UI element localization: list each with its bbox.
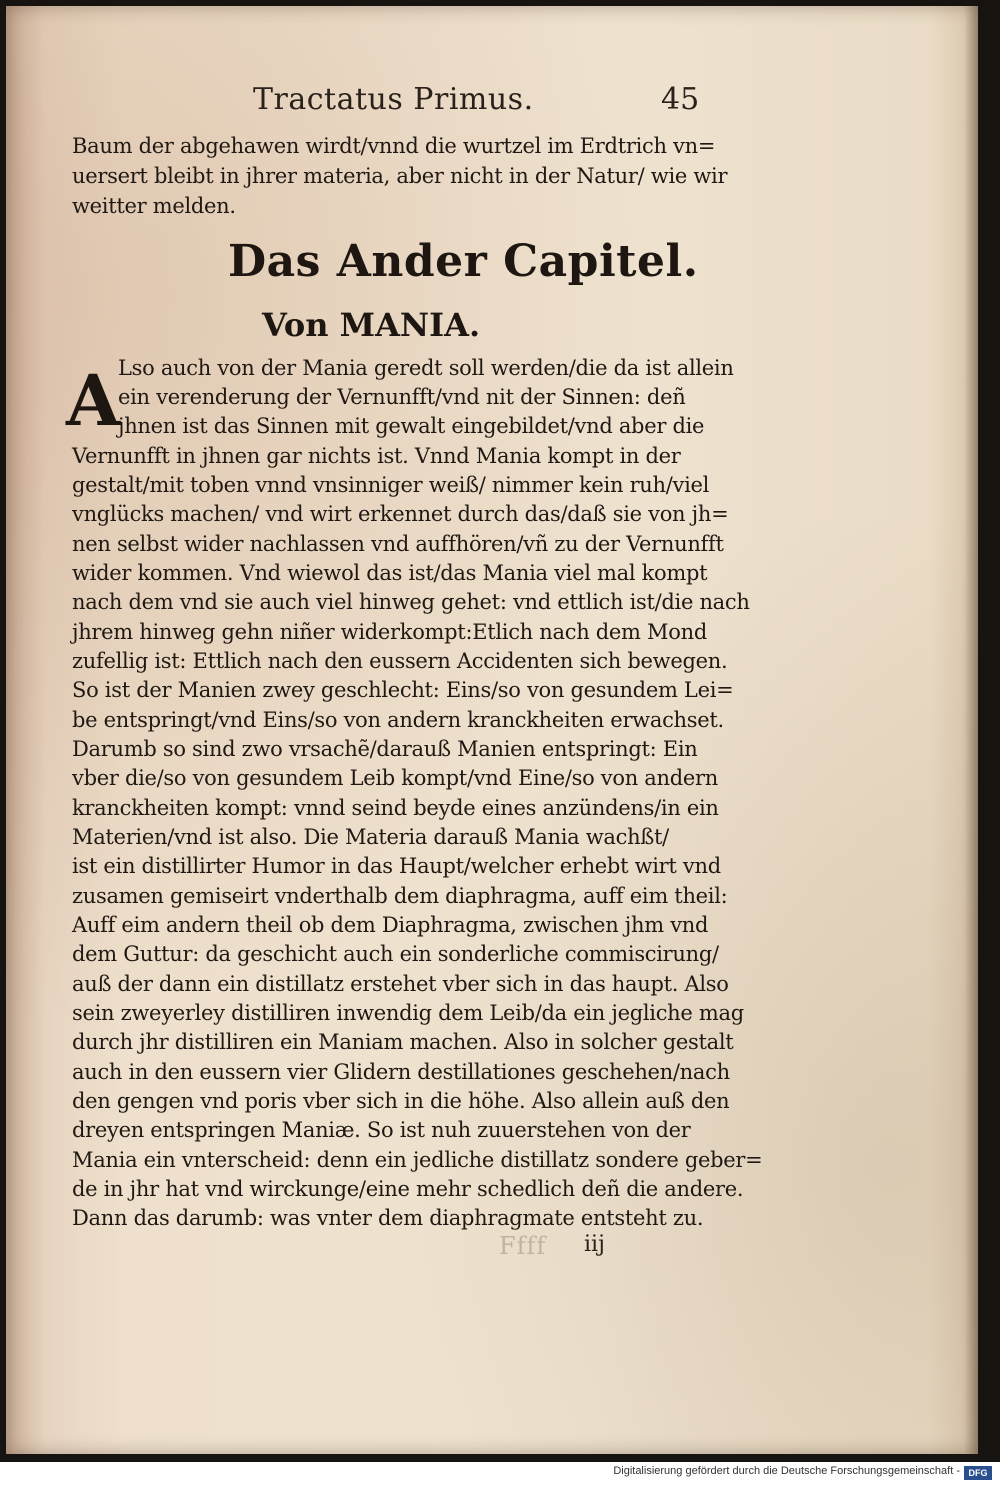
funding-notice: Digitalisierung gefördert durch die Deutsche Forschungsgemeinschaft - [613, 1465, 960, 1477]
page-number: 45 [661, 82, 700, 117]
body-line: dem Guttur: da geschicht auch ein sonderliche commiscirung/ [72, 942, 719, 966]
body-line: So ist der Manien zwey geschlecht: Eins/so von gesundem Lei= [72, 678, 734, 702]
body-line: auß der dann ein distillatz erstehet vber sich in das haupt. Also [72, 972, 729, 996]
body-line: Materien/vnd ist also. Die Materia darauß Mania wachßt/ [72, 825, 669, 849]
body-line: zufellig ist: Ettlich nach den eussern Accidenten sich bewegen. [72, 649, 728, 673]
decorated-initial: A [66, 359, 121, 442]
body-line: ein verenderung der Vernunfft/vnd nit der Sinnen: deñ [118, 385, 686, 409]
footer-bar [0, 1462, 1000, 1485]
body-line: vber die/so von gesundem Leib kompt/vnd Eine/so von andern [72, 766, 718, 790]
body-line: durch jhr distilliren ein Maniam machen. Also in solcher gestalt [72, 1030, 734, 1054]
body-line: den gengen vnd poris vber sich in die höhe. Also allein auß den [72, 1089, 730, 1113]
dfg-logo-icon: DFG [964, 1466, 992, 1480]
intro-line: Baum der abgehawen wirdt/vnnd die wurtzel im Erdtrich vn= [72, 134, 716, 158]
signature-number: iij [584, 1232, 605, 1257]
body-line: dreyen entspringen Maniæ. So ist nuh zuuerstehen von der [72, 1118, 691, 1142]
body-line: be entspringt/vnd Eins/so von andern kranckheiten erwachset. [72, 708, 724, 732]
body-line: jhrem hinweg gehn niñer widerkompt:Etlich nach dem Mond [72, 620, 707, 644]
body-line: Auff eim andern theil ob dem Diaphragma, zwischen jhm vnd [72, 913, 709, 937]
body-line: Mania ein vnterscheid: denn ein jedliche distillatz sondere geber= [72, 1148, 763, 1172]
chapter-subtitle: Von MANIA. [262, 306, 481, 344]
body-line: sein zweyerley distilliren inwendig dem Leib/da ein jegliche mag [72, 1001, 744, 1025]
body-line: Vernunfft in jhnen gar nichts ist. Vnnd Mania kompt in der [72, 444, 681, 468]
body-line: Lso auch von der Mania geredt soll werden/die da ist allein [118, 356, 734, 380]
chapter-title: Das Ander Capitel. [228, 236, 699, 287]
body-line: de in jhr hat vnd wirckunge/eine mehr schedlich deñ die andere. [72, 1177, 744, 1201]
intro-line: uersert bleibt in jhrer materia, aber nicht in der Natur/ wie wir [72, 164, 728, 188]
body-line: vnglücks machen/ vnd wirt erkennet durch das/daß sie von jh= [72, 502, 729, 526]
running-head: Tractatus Primus. [253, 82, 534, 117]
intro-line: weitter melden. [72, 194, 236, 218]
body-line: gestalt/mit toben vnnd vnsinniger weiß/ nimmer kein ruh/viel [72, 473, 710, 497]
body-line: wider kommen. Vnd wiewol das ist/das Mania viel mal kompt [72, 561, 708, 585]
page-edge-shadow [964, 6, 978, 1454]
body-line: Darumb so sind zwo vrsachẽ/darauß Manien entspringt: Ein [72, 737, 698, 761]
body-line: kranckheiten kompt: vnnd seind beyde eines anzündens/in ein [72, 796, 719, 820]
signature-mark: Ffff [499, 1232, 547, 1260]
body-line: ist ein distillirter Humor in das Haupt/welcher erhebt wirt vnd [72, 854, 721, 878]
body-line: Dann das darumb: was vnter dem diaphragmate entsteht zu. [72, 1206, 704, 1230]
body-line: jhnen ist das Sinnen mit gewalt eingebildet/vnd aber die [118, 414, 705, 438]
body-line: nen selbst wider nachlassen vnd auffhören/vñ zu der Vernunfft [72, 532, 724, 556]
body-line: nach dem vnd sie auch viel hinweg gehet: vnd ettlich ist/die nach [72, 590, 750, 614]
body-line: zusamen gemiseirt vnderthalb dem diaphragma, auff eim theil: [72, 884, 728, 908]
book-page [6, 6, 978, 1454]
body-line: auch in den eussern vier Glidern destillationes geschehen/nach [72, 1060, 730, 1084]
